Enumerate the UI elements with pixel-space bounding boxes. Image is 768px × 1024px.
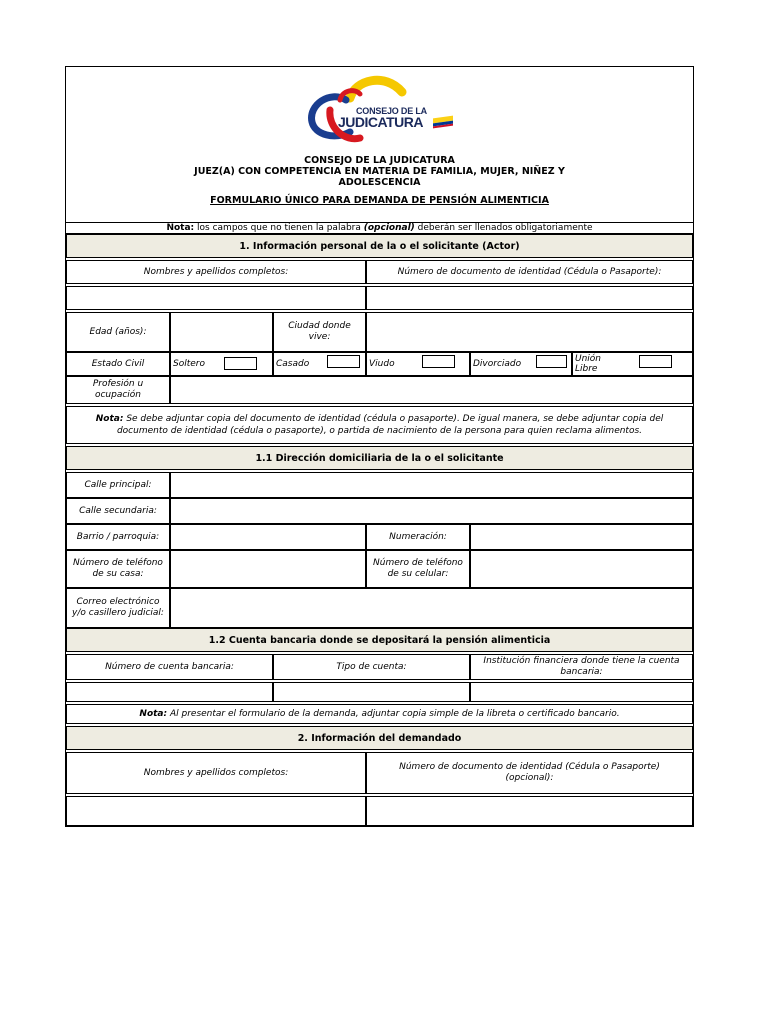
court-title-line1: JUEZ(A) CON COMPETENCIA EN MATERIA DE FAMILIA, MUJER, NIÑEZ Y xyxy=(194,166,565,177)
section1-1-title: 1.1 Dirección domiciliaria de la o el solicitante xyxy=(66,446,693,470)
civil-option-label: Viudo xyxy=(369,358,395,369)
civil-option-union-libre xyxy=(572,352,622,376)
section1-title: 1. Información personal de la o el solicitante (Actor) xyxy=(66,234,693,258)
neighborhood-field[interactable] xyxy=(170,524,366,550)
org-title: CONSEJO DE LA JUDICATURA xyxy=(304,155,455,166)
section1-note-text: Se debe adjuntar copia del documento de identidad (cédula o pasaporte). De igual manera, se debe adjuntar copia del documento de identidad (cédula o pasaporte), o partida de nacimiento de la persona para quien reclama alimentos. xyxy=(116,414,664,436)
civil-option-label: Divorciado xyxy=(473,358,522,369)
second-street-field[interactable] xyxy=(170,498,693,524)
institution-field[interactable] xyxy=(470,682,693,702)
home-phone-label: Número de teléfono de su casa: xyxy=(66,550,170,588)
email-field[interactable] xyxy=(170,588,693,628)
section1-2-note-label: Nota: xyxy=(139,709,168,719)
defendant-id-field[interactable] xyxy=(366,796,693,826)
section2-title: 2. Información del demandado xyxy=(66,726,693,750)
account-number-field[interactable] xyxy=(66,682,273,702)
top-note xyxy=(66,222,693,234)
age-label: Edad (años): xyxy=(66,312,170,352)
pension-form xyxy=(65,66,694,827)
checkbox-viudo[interactable] xyxy=(422,355,455,368)
actor-names-field[interactable] xyxy=(66,286,366,310)
account-type-label: Tipo de cuenta: xyxy=(273,654,470,680)
actor-id-field[interactable] xyxy=(366,286,693,310)
civil-option-soltero xyxy=(170,352,273,376)
city-field[interactable] xyxy=(366,312,693,352)
account-type-field[interactable] xyxy=(273,682,470,702)
age-field[interactable] xyxy=(170,312,273,352)
section1-2-title: 1.2 Cuenta bancaria donde se depositará la pensión alimenticia xyxy=(66,628,693,652)
main-street-field[interactable] xyxy=(170,472,693,498)
defendant-names-field[interactable] xyxy=(66,796,366,826)
actor-id-label: Número de documento de identidad (Cédula o Pasaporte): xyxy=(366,260,693,284)
main-street-label: Calle principal: xyxy=(66,472,170,498)
email-label: Correo electrónico y/o casillero judicial: xyxy=(66,588,170,628)
checkbox-divorciado[interactable] xyxy=(536,355,567,368)
section1-2-note-text: Al presentar el formulario de la demanda, adjuntar copia simple de la libreta o certificado bancario. xyxy=(167,709,620,719)
court-title-line2: ADOLESCENCIA xyxy=(338,177,421,188)
cell-phone-field[interactable] xyxy=(470,550,693,588)
section1-note xyxy=(66,406,693,444)
defendant-id-label: Número de documento de identidad (Cédula o Pasaporte) (opcional): xyxy=(366,752,693,794)
institution-label: Institución financiera donde tiene la cuenta bancaria: xyxy=(470,654,693,680)
top-note-text-end: deberán ser llenados obligatoriamente xyxy=(414,223,593,233)
top-note-text: los campos que no tienen la palabra xyxy=(194,223,364,233)
actor-names-label: Nombres y apellidos completos: xyxy=(66,260,366,284)
section1-2-note xyxy=(66,704,693,724)
logo-text-line2: JUDICATURA xyxy=(338,114,423,130)
section1-note-label: Nota: xyxy=(95,414,124,424)
neighborhood-label: Barrio / parroquia: xyxy=(66,524,170,550)
profession-field[interactable] xyxy=(170,376,693,404)
profession-label: Profesión u ocupación xyxy=(66,376,170,404)
civil-option-label: Unión Libre xyxy=(575,354,602,374)
cell-phone-label: Número de teléfono de su celular: xyxy=(366,550,470,588)
checkbox-casado[interactable] xyxy=(327,355,360,368)
number-field[interactable] xyxy=(470,524,693,550)
form-title: FORMULARIO ÚNICO PARA DEMANDA DE PENSIÓN ALIMENTICIA xyxy=(210,195,549,206)
civil-option-label: Soltero xyxy=(173,358,205,369)
civil-option-label: Casado xyxy=(276,358,310,369)
checkbox-union-libre[interactable] xyxy=(639,355,672,368)
city-label: Ciudad donde vive: xyxy=(273,312,366,352)
civil-status-label: Estado Civil xyxy=(66,352,170,376)
logo-text-line1: CONSEJO DE LA xyxy=(356,106,427,116)
defendant-names-label: Nombres y apellidos completos: xyxy=(66,752,366,794)
home-phone-field[interactable] xyxy=(170,550,366,588)
second-street-label: Calle secundaria: xyxy=(66,498,170,524)
top-note-label: Nota: xyxy=(166,223,195,233)
top-note-keyword: (opcional) xyxy=(363,223,415,233)
number-label: Numeración: xyxy=(366,524,470,550)
checkbox-soltero[interactable] xyxy=(224,357,257,370)
account-number-label: Número de cuenta bancaria: xyxy=(66,654,273,680)
